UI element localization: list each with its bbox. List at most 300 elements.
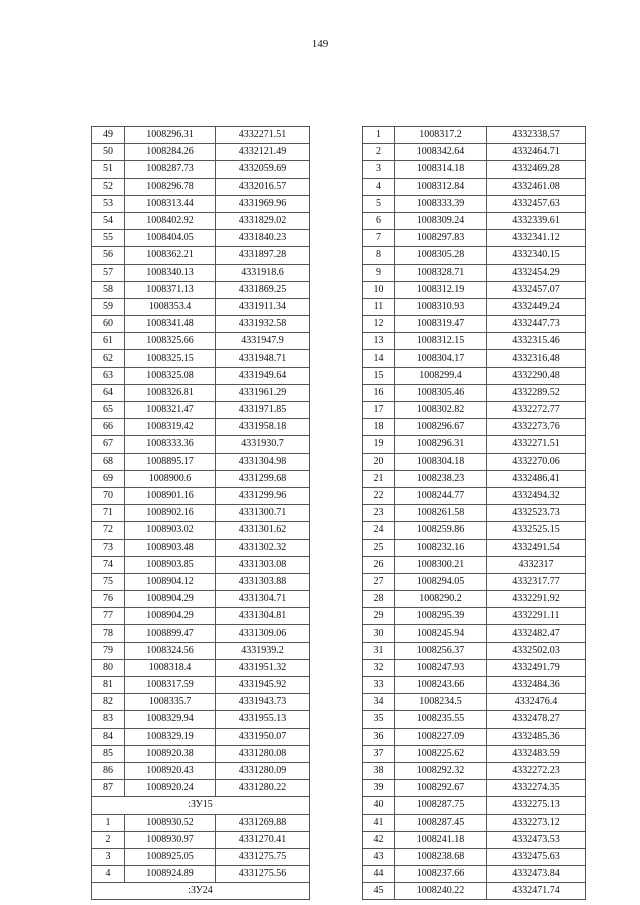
x-coordinate-cell: 1008900.6 [125, 470, 216, 487]
coordinates-table-left [91, 126, 310, 900]
x-coordinate-cell: 1008371.13 [125, 281, 216, 298]
y-coordinate-cell: 4332469.28 [487, 161, 586, 178]
x-coordinate-cell: 1008225.62 [395, 745, 487, 762]
point-number-cell: 21 [363, 470, 395, 487]
point-number-cell: 52 [92, 178, 125, 195]
x-coordinate-cell: 1008287.73 [125, 161, 216, 178]
x-coordinate-cell: 1008312.15 [395, 333, 487, 350]
y-coordinate-cell: 4331299.96 [216, 487, 310, 504]
table-row [363, 625, 586, 642]
table-row [363, 470, 586, 487]
point-number-cell: 85 [92, 745, 125, 762]
x-coordinate-cell: 1008244.77 [395, 487, 487, 504]
table-row [363, 161, 586, 178]
x-coordinate-cell: 1008305.28 [395, 247, 487, 264]
table-row [92, 161, 310, 178]
y-coordinate-cell: 4331304.81 [216, 608, 310, 625]
y-coordinate-cell: 4332317.77 [487, 573, 586, 590]
table-row [363, 144, 586, 161]
table-row [92, 281, 310, 298]
table-row [363, 195, 586, 212]
x-coordinate-cell: 1008342.64 [395, 144, 487, 161]
x-coordinate-cell: 1008241.18 [395, 831, 487, 848]
point-number-cell: 73 [92, 539, 125, 556]
point-number-cell: 81 [92, 677, 125, 694]
x-coordinate-cell: 1008238.68 [395, 848, 487, 865]
point-number-cell: 86 [92, 762, 125, 779]
x-coordinate-cell: 1008296.31 [395, 436, 487, 453]
table-row [363, 402, 586, 419]
x-coordinate-cell: 1008325.15 [125, 350, 216, 367]
table-row [92, 264, 310, 281]
y-coordinate-cell: 4331270.41 [216, 831, 310, 848]
y-coordinate-cell: 4332461.08 [487, 178, 586, 195]
point-number-cell: 29 [363, 608, 395, 625]
x-coordinate-cell: 1008314.18 [395, 161, 487, 178]
x-coordinate-cell: 1008903.85 [125, 556, 216, 573]
table-row [363, 178, 586, 195]
table-row [363, 419, 586, 436]
x-coordinate-cell: 1008324.56 [125, 642, 216, 659]
x-coordinate-cell: 1008904.12 [125, 573, 216, 590]
table-row [92, 556, 310, 573]
point-number-cell: 36 [363, 728, 395, 745]
table-row [92, 384, 310, 401]
y-coordinate-cell: 4331950.07 [216, 728, 310, 745]
x-coordinate-cell: 1008309.24 [395, 212, 487, 229]
table-row [92, 316, 310, 333]
point-number-cell: 28 [363, 591, 395, 608]
point-number-cell: 23 [363, 505, 395, 522]
coordinates-table-right [362, 126, 586, 900]
point-number-cell: 20 [363, 453, 395, 470]
point-number-cell: 62 [92, 350, 125, 367]
y-coordinate-cell: 4331309.06 [216, 625, 310, 642]
point-number-cell: 41 [363, 814, 395, 831]
y-coordinate-cell: 4331303.88 [216, 573, 310, 590]
y-coordinate-cell: 4332525.15 [487, 522, 586, 539]
y-coordinate-cell: 4332447.73 [487, 316, 586, 333]
point-number-cell: 7 [363, 230, 395, 247]
x-coordinate-cell: 1008294.05 [395, 573, 487, 590]
x-coordinate-cell: 1008340.13 [125, 264, 216, 281]
x-coordinate-cell: 1008920.43 [125, 762, 216, 779]
table-row [92, 591, 310, 608]
table-row [92, 212, 310, 229]
table-row [363, 350, 586, 367]
y-coordinate-cell: 4332502.03 [487, 642, 586, 659]
y-coordinate-cell: 4331971.85 [216, 402, 310, 419]
point-number-cell: 33 [363, 677, 395, 694]
table-row [363, 608, 586, 625]
x-coordinate-cell: 1008296.67 [395, 419, 487, 436]
table-row [363, 780, 586, 797]
x-coordinate-cell: 1008256.37 [395, 642, 487, 659]
y-coordinate-cell: 4332478.27 [487, 711, 586, 728]
point-number-cell: 42 [363, 831, 395, 848]
table-row [92, 470, 310, 487]
x-coordinate-cell: 1008238.23 [395, 470, 487, 487]
table-row [363, 814, 586, 831]
point-number-cell: 4 [363, 178, 395, 195]
point-number-cell: 13 [363, 333, 395, 350]
y-coordinate-cell: 4331829.02 [216, 212, 310, 229]
x-coordinate-cell: 1008287.75 [395, 797, 487, 814]
y-coordinate-cell: 4332454.29 [487, 264, 586, 281]
y-coordinate-cell: 4332464.71 [487, 144, 586, 161]
y-coordinate-cell: 4331955.13 [216, 711, 310, 728]
table-row [363, 436, 586, 453]
x-coordinate-cell: 1008925.05 [125, 848, 216, 865]
x-coordinate-cell: 1008261.58 [395, 505, 487, 522]
x-coordinate-cell: 1008362.21 [125, 247, 216, 264]
x-coordinate-cell: 1008292.32 [395, 762, 487, 779]
y-coordinate-cell: 4331949.64 [216, 367, 310, 384]
y-coordinate-cell: 4331947.9 [216, 333, 310, 350]
section-label: :ЗУ15 [92, 797, 310, 814]
point-number-cell: 54 [92, 212, 125, 229]
y-coordinate-cell: 4332290.48 [487, 367, 586, 384]
table-row [92, 780, 310, 797]
y-coordinate-cell: 4332475.63 [487, 848, 586, 865]
table-row [92, 333, 310, 350]
table-row [363, 883, 586, 900]
point-number-cell: 83 [92, 711, 125, 728]
point-number-cell: 84 [92, 728, 125, 745]
table-row [363, 505, 586, 522]
x-coordinate-cell: 1008333.39 [395, 195, 487, 212]
point-number-cell: 3 [92, 848, 125, 865]
point-number-cell: 87 [92, 780, 125, 797]
y-coordinate-cell: 4331280.08 [216, 745, 310, 762]
table-row [363, 659, 586, 676]
y-coordinate-cell: 4331302.32 [216, 539, 310, 556]
point-number-cell: 14 [363, 350, 395, 367]
y-coordinate-cell: 4332471.74 [487, 883, 586, 900]
point-number-cell: 64 [92, 384, 125, 401]
y-coordinate-cell: 4332338.57 [487, 127, 586, 144]
table-row [92, 814, 310, 831]
table-row [363, 367, 586, 384]
point-number-cell: 82 [92, 694, 125, 711]
point-number-cell: 66 [92, 419, 125, 436]
table-row [92, 762, 310, 779]
table-row [363, 831, 586, 848]
point-number-cell: 72 [92, 522, 125, 539]
point-number-cell: 32 [363, 659, 395, 676]
point-number-cell: 67 [92, 436, 125, 453]
x-coordinate-cell: 1008310.93 [395, 298, 487, 315]
y-coordinate-cell: 4331300.71 [216, 505, 310, 522]
y-coordinate-cell: 4331280.22 [216, 780, 310, 797]
point-number-cell: 69 [92, 470, 125, 487]
y-coordinate-cell: 4332272.23 [487, 762, 586, 779]
page-number: 149 [311, 38, 329, 50]
table-row [92, 831, 310, 848]
x-coordinate-cell: 1008247.93 [395, 659, 487, 676]
table-row [363, 127, 586, 144]
x-coordinate-cell: 1008319.47 [395, 316, 487, 333]
point-number-cell: 57 [92, 264, 125, 281]
point-number-cell: 80 [92, 659, 125, 676]
table-row [92, 677, 310, 694]
table-row [363, 230, 586, 247]
point-number-cell: 1 [363, 127, 395, 144]
table-row [92, 419, 310, 436]
table-row [92, 745, 310, 762]
x-coordinate-cell: 1008903.48 [125, 539, 216, 556]
table-row [92, 144, 310, 161]
point-number-cell: 61 [92, 333, 125, 350]
table-row [92, 195, 310, 212]
y-coordinate-cell: 4332486.41 [487, 470, 586, 487]
x-coordinate-cell: 1008904.29 [125, 608, 216, 625]
table-row [363, 797, 586, 814]
x-coordinate-cell: 1008237.66 [395, 866, 487, 883]
point-number-cell: 1 [92, 814, 125, 831]
y-coordinate-cell: 4332291.11 [487, 608, 586, 625]
y-coordinate-cell: 4332315.46 [487, 333, 586, 350]
point-number-cell: 9 [363, 264, 395, 281]
point-number-cell: 50 [92, 144, 125, 161]
table-row [92, 694, 310, 711]
y-coordinate-cell: 4332449.24 [487, 298, 586, 315]
y-coordinate-cell: 4332271.51 [487, 436, 586, 453]
table-row [363, 384, 586, 401]
x-coordinate-cell: 1008895.17 [125, 453, 216, 470]
table-row [92, 367, 310, 384]
table-row [92, 711, 310, 728]
point-number-cell: 45 [363, 883, 395, 900]
point-number-cell: 70 [92, 487, 125, 504]
point-number-cell: 56 [92, 247, 125, 264]
x-coordinate-cell: 1008227.09 [395, 728, 487, 745]
x-coordinate-cell: 1008335.7 [125, 694, 216, 711]
table-row [363, 298, 586, 315]
y-coordinate-cell: 4331951.32 [216, 659, 310, 676]
y-coordinate-cell: 4332274.35 [487, 780, 586, 797]
x-coordinate-cell: 1008333.36 [125, 436, 216, 453]
table-row [363, 453, 586, 470]
y-coordinate-cell: 4331961.29 [216, 384, 310, 401]
x-coordinate-cell: 1008319.42 [125, 419, 216, 436]
point-number-cell: 74 [92, 556, 125, 573]
point-number-cell: 37 [363, 745, 395, 762]
y-coordinate-cell: 4332289.52 [487, 384, 586, 401]
point-number-cell: 6 [363, 212, 395, 229]
y-coordinate-cell: 4331303.08 [216, 556, 310, 573]
x-coordinate-cell: 1008353.4 [125, 298, 216, 315]
y-coordinate-cell: 4331304.71 [216, 591, 310, 608]
point-number-cell: 16 [363, 384, 395, 401]
y-coordinate-cell: 4331948.71 [216, 350, 310, 367]
section-row [92, 797, 310, 814]
x-coordinate-cell: 1008930.97 [125, 831, 216, 848]
y-coordinate-cell: 4332494.32 [487, 487, 586, 504]
point-number-cell: 58 [92, 281, 125, 298]
x-coordinate-cell: 1008312.84 [395, 178, 487, 195]
table-row [92, 625, 310, 642]
y-coordinate-cell: 4331911.34 [216, 298, 310, 315]
y-coordinate-cell: 4332273.76 [487, 419, 586, 436]
table-row [363, 522, 586, 539]
point-number-cell: 35 [363, 711, 395, 728]
x-coordinate-cell: 1008287.45 [395, 814, 487, 831]
table-row [92, 298, 310, 315]
y-coordinate-cell: 4331304.98 [216, 453, 310, 470]
table-row [363, 556, 586, 573]
x-coordinate-cell: 1008296.78 [125, 178, 216, 195]
x-coordinate-cell: 1008341.48 [125, 316, 216, 333]
x-coordinate-cell: 1008924.89 [125, 866, 216, 883]
y-coordinate-cell: 4331939.2 [216, 642, 310, 659]
y-coordinate-cell: 4332491.54 [487, 539, 586, 556]
x-coordinate-cell: 1008902.16 [125, 505, 216, 522]
point-number-cell: 2 [363, 144, 395, 161]
y-coordinate-cell: 4332291.92 [487, 591, 586, 608]
y-coordinate-cell: 4332473.53 [487, 831, 586, 848]
x-coordinate-cell: 1008329.19 [125, 728, 216, 745]
point-number-cell: 2 [92, 831, 125, 848]
y-coordinate-cell: 4331897.28 [216, 247, 310, 264]
point-number-cell: 53 [92, 195, 125, 212]
table-row [92, 539, 310, 556]
table-row [92, 436, 310, 453]
y-coordinate-cell: 4332059.69 [216, 161, 310, 178]
point-number-cell: 75 [92, 573, 125, 590]
x-coordinate-cell: 1008297.83 [395, 230, 487, 247]
table-row [92, 247, 310, 264]
x-coordinate-cell: 1008321.47 [125, 402, 216, 419]
y-coordinate-cell: 4332275.13 [487, 797, 586, 814]
x-coordinate-cell: 1008404.05 [125, 230, 216, 247]
point-number-cell: 44 [363, 866, 395, 883]
table-row [92, 178, 310, 195]
point-number-cell: 19 [363, 436, 395, 453]
point-number-cell: 15 [363, 367, 395, 384]
y-coordinate-cell: 4331958.18 [216, 419, 310, 436]
point-number-cell: 55 [92, 230, 125, 247]
table-row [363, 316, 586, 333]
table-row [363, 487, 586, 504]
table-row [363, 264, 586, 281]
x-coordinate-cell: 1008243.66 [395, 677, 487, 694]
y-coordinate-cell: 4332271.51 [216, 127, 310, 144]
point-number-cell: 76 [92, 591, 125, 608]
table-row [92, 573, 310, 590]
point-number-cell: 63 [92, 367, 125, 384]
y-coordinate-cell: 4332483.59 [487, 745, 586, 762]
point-number-cell: 68 [92, 453, 125, 470]
point-number-cell: 11 [363, 298, 395, 315]
y-coordinate-cell: 4332473.84 [487, 866, 586, 883]
table-row [92, 127, 310, 144]
y-coordinate-cell: 4331930.7 [216, 436, 310, 453]
point-number-cell: 25 [363, 539, 395, 556]
y-coordinate-cell: 4332016.57 [216, 178, 310, 195]
point-number-cell: 18 [363, 419, 395, 436]
table-row [363, 281, 586, 298]
x-coordinate-cell: 1008304.18 [395, 453, 487, 470]
point-number-cell: 24 [363, 522, 395, 539]
x-coordinate-cell: 1008899.47 [125, 625, 216, 642]
x-coordinate-cell: 1008920.38 [125, 745, 216, 762]
x-coordinate-cell: 1008317.59 [125, 677, 216, 694]
x-coordinate-cell: 1008292.67 [395, 780, 487, 797]
section-row [92, 883, 310, 900]
y-coordinate-cell: 4332272.77 [487, 402, 586, 419]
table-row [363, 848, 586, 865]
table-row [363, 212, 586, 229]
x-coordinate-cell: 1008313.44 [125, 195, 216, 212]
point-number-cell: 4 [92, 866, 125, 883]
x-coordinate-cell: 1008329.94 [125, 711, 216, 728]
table-row [92, 608, 310, 625]
y-coordinate-cell: 4332273.12 [487, 814, 586, 831]
x-coordinate-cell: 1008235.55 [395, 711, 487, 728]
x-coordinate-cell: 1008326.81 [125, 384, 216, 401]
x-coordinate-cell: 1008328.71 [395, 264, 487, 281]
x-coordinate-cell: 1008325.08 [125, 367, 216, 384]
y-coordinate-cell: 4331275.75 [216, 848, 310, 865]
y-coordinate-cell: 4332476.4 [487, 694, 586, 711]
x-coordinate-cell: 1008300.21 [395, 556, 487, 573]
x-coordinate-cell: 1008290.2 [395, 591, 487, 608]
table-row [92, 453, 310, 470]
point-number-cell: 49 [92, 127, 125, 144]
y-coordinate-cell: 4332457.63 [487, 195, 586, 212]
table-row [363, 677, 586, 694]
point-number-cell: 17 [363, 402, 395, 419]
table-row [92, 522, 310, 539]
x-coordinate-cell: 1008232.16 [395, 539, 487, 556]
table-row [363, 333, 586, 350]
y-coordinate-cell: 4331280.09 [216, 762, 310, 779]
x-coordinate-cell: 1008305.46 [395, 384, 487, 401]
x-coordinate-cell: 1008296.31 [125, 127, 216, 144]
point-number-cell: 38 [363, 762, 395, 779]
x-coordinate-cell: 1008304.17 [395, 350, 487, 367]
y-coordinate-cell: 4332491.79 [487, 659, 586, 676]
y-coordinate-cell: 4332457.07 [487, 281, 586, 298]
point-number-cell: 60 [92, 316, 125, 333]
y-coordinate-cell: 4331945.92 [216, 677, 310, 694]
point-number-cell: 51 [92, 161, 125, 178]
y-coordinate-cell: 4332340.15 [487, 247, 586, 264]
y-coordinate-cell: 4332484.36 [487, 677, 586, 694]
y-coordinate-cell: 4331943.73 [216, 694, 310, 711]
point-number-cell: 71 [92, 505, 125, 522]
table-row [92, 487, 310, 504]
table-row [363, 539, 586, 556]
table-row [363, 694, 586, 711]
x-coordinate-cell: 1008904.29 [125, 591, 216, 608]
x-coordinate-cell: 1008240.22 [395, 883, 487, 900]
table-row [363, 728, 586, 745]
y-coordinate-cell: 4331918.6 [216, 264, 310, 281]
point-number-cell: 31 [363, 642, 395, 659]
table-row [363, 762, 586, 779]
y-coordinate-cell: 4332339.61 [487, 212, 586, 229]
y-coordinate-cell: 4331969.96 [216, 195, 310, 212]
x-coordinate-cell: 1008259.86 [395, 522, 487, 539]
table-row [92, 659, 310, 676]
point-number-cell: 12 [363, 316, 395, 333]
y-coordinate-cell: 4332121.49 [216, 144, 310, 161]
table-row [92, 848, 310, 865]
table-row [92, 728, 310, 745]
x-coordinate-cell: 1008903.02 [125, 522, 216, 539]
